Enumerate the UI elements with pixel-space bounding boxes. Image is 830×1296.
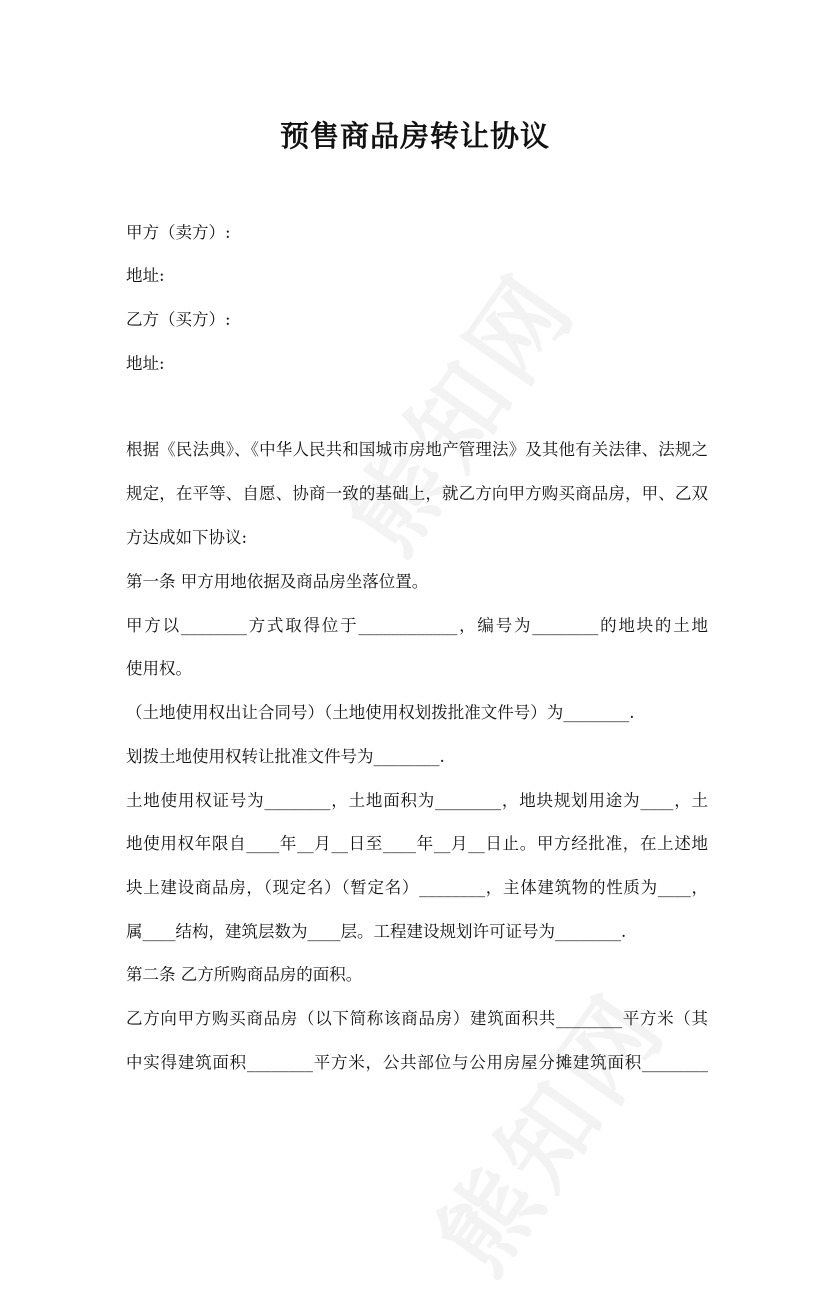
paragraph-line: 规定，在平等、自愿、协商一致的基础上，就乙方向甲方购买商品房，甲、乙双 [126,484,708,503]
party-b-label: 乙方（买方）: [126,310,231,329]
party-b-address: 地址: [126,354,165,373]
article-heading: 第二条 乙方所购商品房的面积。 [126,965,363,984]
document-title: 预售商品房转让协议 [279,119,550,153]
paragraph-line: 甲方以________方式取得位于____________，编号为________的地块的土地 [126,616,708,635]
paragraph-line: 中实得建筑面积________平方米，公共部位与公用房屋分摊建筑面积________ [126,1053,708,1072]
paragraph-line: 方达成如下协议: [126,528,248,547]
paragraph-line: 地使用权年限自____年__月__日至____年__月__日止。甲方经批准，在上述地 [126,834,708,853]
paragraph-line: 乙方向甲方购买商品房（以下简称该商品房）建筑面积共________平方米（其 [126,1009,708,1028]
article-heading: 第一条 甲方用地依据及商品房坐落位置。 [126,572,429,591]
paragraph-line: 块上建设商品房，（现定名）（暂定名）________，主体建筑物的性质为____， [126,878,708,897]
paragraph-line: 使用权。 [126,659,192,678]
paragraph-line: 土地使用权证号为________，土地面积为________，地块规划用途为____，土 [126,791,708,810]
paragraph-line: 划拨土地使用权转让批准文件号为________. [126,747,445,766]
paragraph-line: （土地使用权出让合同号）（土地使用权划拨批准文件号）为________. [126,703,635,722]
party-a-address: 地址: [126,266,165,285]
party-a-label: 甲方（卖方）: [126,223,231,242]
paragraph-line: 属____结构，建筑层数为____层。工程建设规划许可证号为________. [126,922,627,941]
paragraph-line: 根据《民法典》、《中华人民共和国城市房地产管理法》及其他有关法律、法规之 [126,440,708,459]
